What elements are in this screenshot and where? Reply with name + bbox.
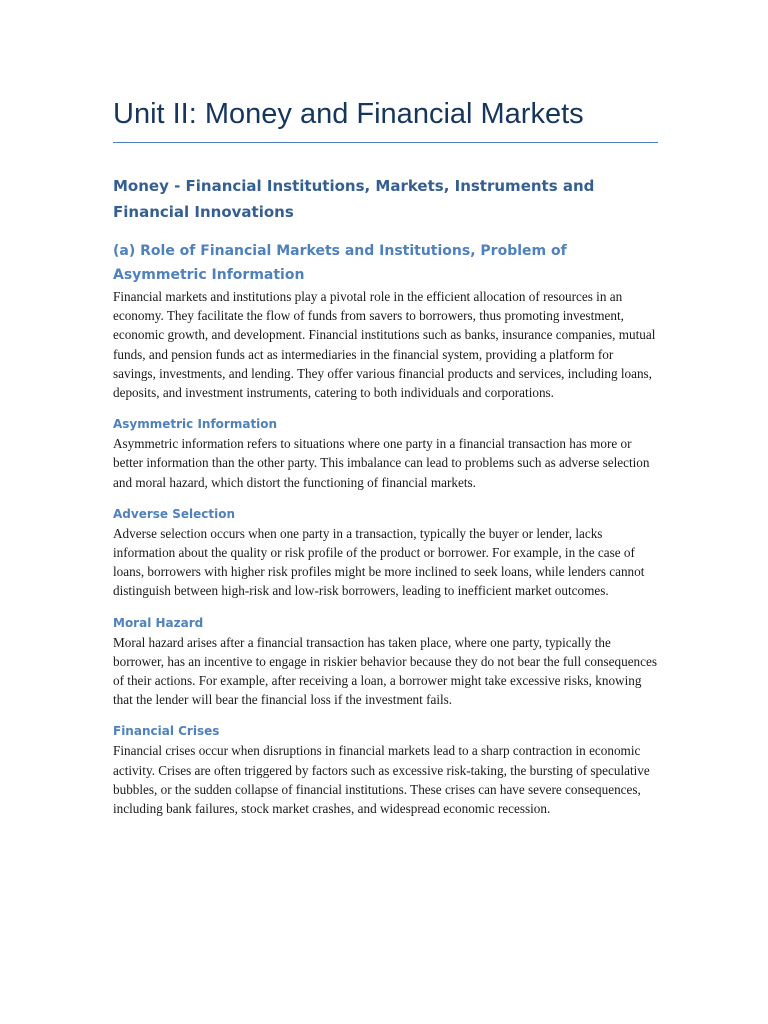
page-title: Unit II: Money and Financial Markets: [113, 96, 658, 143]
asymmetric-information-heading: Asymmetric Information: [113, 417, 278, 432]
asymmetric-information-paragraph: Asymmetric information refers to situations where one party in a financial transaction has more or better information than the other party. This imbalance can lead to problems such as adverse selection and moral hazard, which distort the functioning of financial markets.: [113, 436, 650, 490]
adverse-selection-heading: Adverse Selection: [113, 506, 235, 521]
moral-hazard-paragraph: Moral hazard arises after a financial transaction has taken place, where one party, typically the borrower, has an incentive to engage in riskier behavior because they do not bear the full consequences of their actions. For example, after receiving a loan, a borrower might take excessive risks, knowing that the lender will bear the financial loss if the investment fails.: [113, 634, 657, 708]
moral-hazard-heading: Moral Hazard: [113, 615, 204, 630]
document-content: [113, 96, 658, 818]
adverse-selection-paragraph: Adverse selection occurs when one party in a transaction, typically the buyer or lender, lacks information about the quality or risk profile of the product or borrower. For example, in the case of loans, borrowers with higher risk profiles might be more inclined to seek loans, while lenders cannot distinguish between high-risk and low-risk borrowers, leading to inefficient market outcomes.: [113, 525, 645, 599]
section-heading: Money - Financial Institutions, Markets, Instruments and Financial Innovations: [113, 177, 595, 221]
financial-crises-heading: Financial Crises: [113, 724, 220, 739]
intro-paragraph: Financial markets and institutions play a pivotal role in the efficient allocation of resources in an economy. They facilitate the flow of funds from savers to borrowers, thus promoting investment, economic growth, and development. Financial institutions such as banks, insurance companies, mutual funds, and pension funds act as intermediaries in the financial system, providing a platform for savings, investments, and lending. They offer various financial products and services, including loans, deposits, and investment instruments, catering to both individuals and corporations.: [113, 289, 656, 401]
subsection-heading: (a) Role of Financial Markets and Institutions, Problem of Asymmetric Information: [113, 243, 567, 283]
financial-crises-paragraph: Financial crises occur when disruptions in financial markets lead to a sharp contraction in economic activity. Crises are often triggered by factors such as excessive risk-taking, the bursting of speculative bubbles, or the sudden collapse of financial institutions. These crises can have severe consequences, including bank failures, stock market crashes, and widespread economic recession.: [113, 743, 650, 817]
